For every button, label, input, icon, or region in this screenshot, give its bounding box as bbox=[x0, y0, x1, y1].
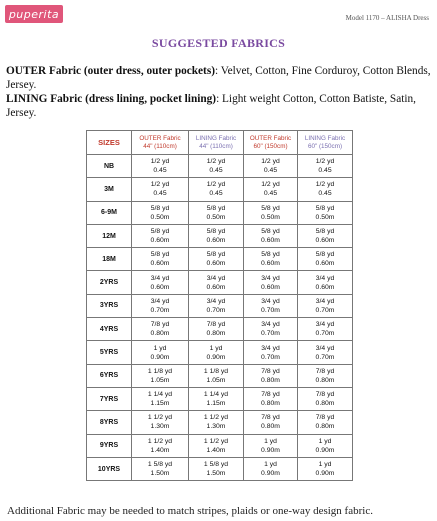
yardage-cell bbox=[189, 294, 244, 317]
yardage-cell bbox=[244, 411, 298, 434]
yardage-cell bbox=[244, 178, 298, 201]
yardage-yards: 3/4 yd bbox=[261, 321, 280, 329]
yardage-cell bbox=[132, 201, 189, 224]
size-cell: 3M bbox=[87, 178, 132, 201]
yardage-cell bbox=[189, 364, 244, 387]
model-label: Model 1170 – ALISHA Dress bbox=[345, 14, 429, 22]
yardage-meters: 0.50m bbox=[206, 213, 226, 221]
yardage-meters: 0.80m bbox=[150, 330, 170, 338]
yardage-cell bbox=[132, 248, 189, 271]
yardage-meters: 0.60m bbox=[206, 260, 226, 268]
yardage-yards: 5/8 yd bbox=[206, 204, 226, 212]
table-row bbox=[87, 201, 353, 224]
yardage-cell bbox=[132, 224, 189, 247]
yardage-yards: 1 1/8 yd bbox=[203, 367, 229, 375]
yardage-yards: 1/2 yd bbox=[315, 158, 335, 166]
size-cell: 2YRS bbox=[87, 271, 132, 294]
table-row bbox=[87, 411, 353, 434]
yardage-meters: 1.30m bbox=[206, 423, 226, 431]
table-row bbox=[87, 457, 353, 480]
yardage-yards: 1/2 yd bbox=[261, 181, 280, 189]
yardage-meters: 1.15m bbox=[150, 400, 170, 408]
yardage-meters: 0.50m bbox=[261, 213, 280, 221]
table-row bbox=[87, 178, 353, 201]
header-line: OUTER Fabric bbox=[249, 134, 292, 142]
column-header-outer-44 bbox=[132, 131, 189, 155]
yardage-cell bbox=[298, 411, 353, 434]
size-cell: 4YRS bbox=[87, 318, 132, 341]
footer-note: Additional Fabric may be needed to match stripes, plaids or one-way design fabric. bbox=[7, 505, 373, 517]
yardage-meters: 0.60m bbox=[315, 237, 335, 245]
yardage-yards: 3/4 yd bbox=[206, 297, 226, 305]
table-row bbox=[87, 341, 353, 364]
table-row bbox=[87, 364, 353, 387]
yardage-cell bbox=[189, 155, 244, 178]
size-cell: 12M bbox=[87, 224, 132, 247]
yardage-cell bbox=[298, 318, 353, 341]
yardage-yards: 1 1/4 yd bbox=[203, 391, 229, 399]
yardage-cell bbox=[189, 457, 244, 480]
yardage-meters: 1.15m bbox=[206, 400, 226, 408]
yardage-cell bbox=[132, 155, 189, 178]
yardage-cell bbox=[298, 271, 353, 294]
yardage-meters: 0.60m bbox=[315, 260, 335, 268]
yardage-meters: 0.60m bbox=[150, 283, 170, 291]
yardage-meters: 0.90m bbox=[261, 470, 280, 477]
yardage-meters: 0.45 bbox=[209, 190, 223, 198]
size-cell: 10YRS bbox=[87, 457, 132, 480]
column-header-outer-60 bbox=[244, 131, 298, 155]
yardage-meters: 0.80m bbox=[315, 423, 335, 431]
yardage-yards: 3/4 yd bbox=[261, 344, 280, 352]
size-cell: 8YRS bbox=[87, 411, 132, 434]
yardage-yards: 1 1/2 yd bbox=[147, 414, 173, 422]
yardage-meters: 0.50m bbox=[150, 213, 170, 221]
yardage-cell bbox=[244, 387, 298, 410]
yardage-yards: 1 5/8 yd bbox=[203, 461, 229, 468]
yardage-yards: 1 yd bbox=[209, 344, 223, 352]
yardage-meters: 0.80m bbox=[261, 376, 280, 384]
yardage-meters: 0.45 bbox=[153, 190, 167, 198]
yardage-meters: 0.80m bbox=[206, 330, 226, 338]
yardage-meters: 0.45 bbox=[209, 167, 223, 175]
size-cell: 6YRS bbox=[87, 364, 132, 387]
yardage-meters: 0.90m bbox=[315, 470, 335, 477]
yardage-yards: 7/8 yd bbox=[150, 321, 170, 329]
header-width: 44" (110cm) bbox=[199, 142, 233, 150]
yardage-meters: 0.70m bbox=[206, 306, 226, 314]
yardage-yards: 3/4 yd bbox=[315, 297, 335, 305]
yardage-yards: 3/4 yd bbox=[261, 297, 280, 305]
yardage-cell bbox=[298, 224, 353, 247]
yardage-meters: 0.60m bbox=[261, 260, 280, 268]
yardage-meters: 0.60m bbox=[150, 260, 170, 268]
yardage-yards: 1 yd bbox=[318, 437, 332, 445]
yardage-meters: 0.70m bbox=[261, 330, 280, 338]
yardage-meters: 1.50m bbox=[206, 470, 226, 477]
yardage-meters: 0.60m bbox=[261, 237, 280, 245]
column-header-sizes bbox=[87, 131, 132, 155]
yardage-meters: 1.05m bbox=[150, 376, 170, 384]
yardage-meters: 0.90m bbox=[206, 353, 226, 361]
table-row bbox=[87, 318, 353, 341]
yardage-cell bbox=[244, 457, 298, 480]
yardage-yards: 1 yd bbox=[264, 461, 277, 468]
yardage-cell bbox=[244, 224, 298, 247]
yardage-cell bbox=[244, 271, 298, 294]
yardage-cell bbox=[132, 411, 189, 434]
header-line: LINING Fabric bbox=[195, 134, 237, 142]
yardage-cell bbox=[298, 364, 353, 387]
yardage-yards: 7/8 yd bbox=[315, 391, 335, 399]
yardage-cell bbox=[244, 341, 298, 364]
yardage-meters: 1.40m bbox=[206, 446, 226, 454]
yardage-yards: 1/2 yd bbox=[150, 158, 170, 166]
yardage-yards: 1 yd bbox=[153, 344, 167, 352]
yardage-meters: 0.90m bbox=[150, 353, 170, 361]
yardage-cell bbox=[189, 411, 244, 434]
yardage-cell bbox=[189, 341, 244, 364]
yardage-yards: 5/8 yd bbox=[261, 204, 280, 212]
yardage-yards: 1 1/4 yd bbox=[147, 391, 173, 399]
yardage-cell bbox=[189, 224, 244, 247]
yardage-meters: 1.05m bbox=[206, 376, 226, 384]
yardage-yards: 5/8 yd bbox=[261, 251, 280, 259]
yardage-meters: 0.70m bbox=[315, 330, 335, 338]
yardage-cell bbox=[244, 294, 298, 317]
yardage-cell bbox=[132, 318, 189, 341]
yardage-cell bbox=[189, 248, 244, 271]
yardage-yards: 1/2 yd bbox=[206, 181, 226, 189]
yardage-yards: 3/4 yd bbox=[315, 344, 335, 352]
yardage-meters: 0.80m bbox=[261, 400, 280, 408]
table-header-row bbox=[87, 131, 353, 155]
yardage-cell bbox=[244, 155, 298, 178]
size-cell: 6-9M bbox=[87, 201, 132, 224]
yardage-yards: 1 yd bbox=[318, 461, 332, 468]
yardage-meters: 0.80m bbox=[315, 400, 335, 408]
yardage-cell bbox=[298, 457, 353, 480]
yardage-yards: 1 5/8 yd bbox=[147, 461, 173, 468]
yardage-meters: 0.45 bbox=[263, 167, 278, 175]
yardage-yards: 3/4 yd bbox=[315, 321, 335, 329]
size-cell: NB bbox=[87, 155, 132, 178]
yardage-cell bbox=[189, 201, 244, 224]
size-cell: 18M bbox=[87, 248, 132, 271]
fabric-table-container bbox=[86, 130, 352, 481]
yardage-cell bbox=[132, 178, 189, 201]
size-cell: 7YRS bbox=[87, 387, 132, 410]
yardage-yards: 7/8 yd bbox=[261, 391, 280, 399]
table-row bbox=[87, 387, 353, 410]
yardage-cell bbox=[189, 271, 244, 294]
yardage-meters: 0.80m bbox=[261, 423, 280, 431]
table-row bbox=[87, 434, 353, 457]
size-cell: 9YRS bbox=[87, 434, 132, 457]
yardage-meters: 0.60m bbox=[315, 283, 335, 291]
yardage-cell bbox=[132, 271, 189, 294]
yardage-yards: 5/8 yd bbox=[315, 251, 335, 259]
yardage-yards: 3/4 yd bbox=[261, 274, 280, 282]
table-row bbox=[87, 248, 353, 271]
yardage-yards: 3/4 yd bbox=[206, 274, 226, 282]
page-title: SUGGESTED FABRICS bbox=[151, 36, 286, 50]
yardage-yards: 7/8 yd bbox=[206, 321, 226, 329]
yardage-yards: 1 1/2 yd bbox=[203, 437, 229, 445]
column-header-lining-44 bbox=[189, 131, 244, 155]
yardage-cell bbox=[189, 178, 244, 201]
table-body bbox=[87, 155, 353, 481]
header-width: 44" (110cm) bbox=[143, 142, 177, 150]
lining-fabric-text: : Light weight Cotton, Cotton Batiste, Satin, Jersey. bbox=[6, 93, 416, 119]
yardage-yards: 1/2 yd bbox=[206, 158, 226, 166]
header-width: 60" (150cm) bbox=[253, 142, 288, 150]
yardage-meters: 1.40m bbox=[150, 446, 170, 454]
yardage-cell bbox=[244, 364, 298, 387]
header-width: 60" (150cm) bbox=[307, 142, 343, 150]
yardage-cell bbox=[298, 434, 353, 457]
yardage-meters: 0.45 bbox=[263, 190, 278, 198]
yardage-cell bbox=[132, 341, 189, 364]
header-line: LINING Fabric bbox=[304, 134, 346, 142]
yardage-yards: 5/8 yd bbox=[150, 204, 170, 212]
yardage-cell bbox=[298, 201, 353, 224]
yardage-cell bbox=[244, 248, 298, 271]
yardage-cell bbox=[132, 434, 189, 457]
yardage-cell bbox=[244, 318, 298, 341]
yardage-yards: 1 yd bbox=[264, 437, 277, 445]
yardage-meters: 0.70m bbox=[315, 306, 335, 314]
header-line: SIZES bbox=[98, 137, 120, 147]
yardage-yards: 1 1/2 yd bbox=[203, 414, 229, 422]
brand-logo: puperita bbox=[5, 5, 63, 23]
yardage-meters: 0.90m bbox=[315, 446, 335, 454]
yardage-cell bbox=[132, 457, 189, 480]
yardage-yards: 7/8 yd bbox=[315, 367, 335, 375]
yardage-meters: 1.30m bbox=[150, 423, 170, 431]
yardage-meters: 0.80m bbox=[315, 376, 335, 384]
fabric-description bbox=[6, 64, 431, 120]
yardage-cell bbox=[244, 201, 298, 224]
yardage-meters: 0.45 bbox=[153, 167, 167, 175]
yardage-yards: 1/2 yd bbox=[261, 158, 280, 166]
outer-fabric-label: OUTER Fabric (outer dress, outer pockets) bbox=[6, 65, 215, 77]
yardage-yards: 1 1/2 yd bbox=[147, 437, 173, 445]
size-cell: 5YRS bbox=[87, 341, 132, 364]
yardage-meters: 0.70m bbox=[261, 306, 280, 314]
yardage-meters: 0.90m bbox=[261, 446, 280, 454]
yardage-yards: 5/8 yd bbox=[315, 204, 335, 212]
yardage-meters: 0.45 bbox=[318, 190, 332, 198]
yardage-cell bbox=[244, 434, 298, 457]
yardage-cell bbox=[298, 387, 353, 410]
yardage-yards: 3/4 yd bbox=[315, 274, 335, 282]
yardage-cell bbox=[132, 364, 189, 387]
yardage-yards: 5/8 yd bbox=[206, 251, 226, 259]
yardage-yards: 7/8 yd bbox=[261, 414, 280, 422]
yardage-meters: 0.60m bbox=[150, 237, 170, 245]
yardage-yards: 5/8 yd bbox=[206, 228, 226, 236]
yardage-meters: 0.45 bbox=[318, 167, 332, 175]
yardage-meters: 0.70m bbox=[315, 353, 335, 361]
table-row bbox=[87, 294, 353, 317]
yardage-cell bbox=[189, 318, 244, 341]
table-row bbox=[87, 224, 353, 247]
outer-fabric-paragraph bbox=[6, 64, 431, 92]
yardage-cell bbox=[298, 341, 353, 364]
yardage-meters: 0.70m bbox=[150, 306, 170, 314]
yardage-cell bbox=[132, 294, 189, 317]
lining-fabric-label: LINING Fabric (dress lining, pocket lining) bbox=[6, 93, 217, 105]
yardage-yards: 1 1/8 yd bbox=[147, 367, 173, 375]
yardage-meters: 0.70m bbox=[261, 353, 280, 361]
yardage-yards: 3/4 yd bbox=[150, 297, 170, 305]
yardage-cell bbox=[189, 434, 244, 457]
table-row bbox=[87, 155, 353, 178]
yardage-meters: 0.50m bbox=[315, 213, 335, 221]
column-header-lining-60 bbox=[298, 131, 353, 155]
yardage-yards: 1/2 yd bbox=[150, 181, 170, 189]
yardage-cell bbox=[132, 387, 189, 410]
header-line: OUTER Fabric bbox=[139, 134, 181, 142]
yardage-cell bbox=[298, 248, 353, 271]
yardage-cell bbox=[298, 294, 353, 317]
yardage-yards: 1/2 yd bbox=[315, 181, 335, 189]
yardage-yards: 5/8 yd bbox=[150, 228, 170, 236]
yardage-meters: 0.60m bbox=[261, 283, 280, 291]
yardage-yards: 7/8 yd bbox=[261, 367, 280, 375]
lining-fabric-paragraph bbox=[6, 92, 431, 120]
table-row bbox=[87, 271, 353, 294]
yardage-meters: 0.60m bbox=[206, 283, 226, 291]
yardage-yards: 3/4 yd bbox=[150, 274, 170, 282]
yardage-cell bbox=[298, 178, 353, 201]
yardage-meters: 0.60m bbox=[206, 237, 226, 245]
fabric-requirements-table bbox=[86, 130, 353, 481]
yardage-cell bbox=[298, 155, 353, 178]
yardage-cell bbox=[189, 387, 244, 410]
yardage-yards: 5/8 yd bbox=[150, 251, 170, 259]
yardage-yards: 5/8 yd bbox=[261, 228, 280, 236]
yardage-meters: 1.50m bbox=[150, 470, 170, 477]
size-cell: 3YRS bbox=[87, 294, 132, 317]
yardage-yards: 7/8 yd bbox=[315, 414, 335, 422]
outer-fabric-text: : Velvet, Cotton, Fine Corduroy, Cotton Blends, Jersey. bbox=[6, 65, 431, 91]
yardage-yards: 5/8 yd bbox=[315, 228, 335, 236]
